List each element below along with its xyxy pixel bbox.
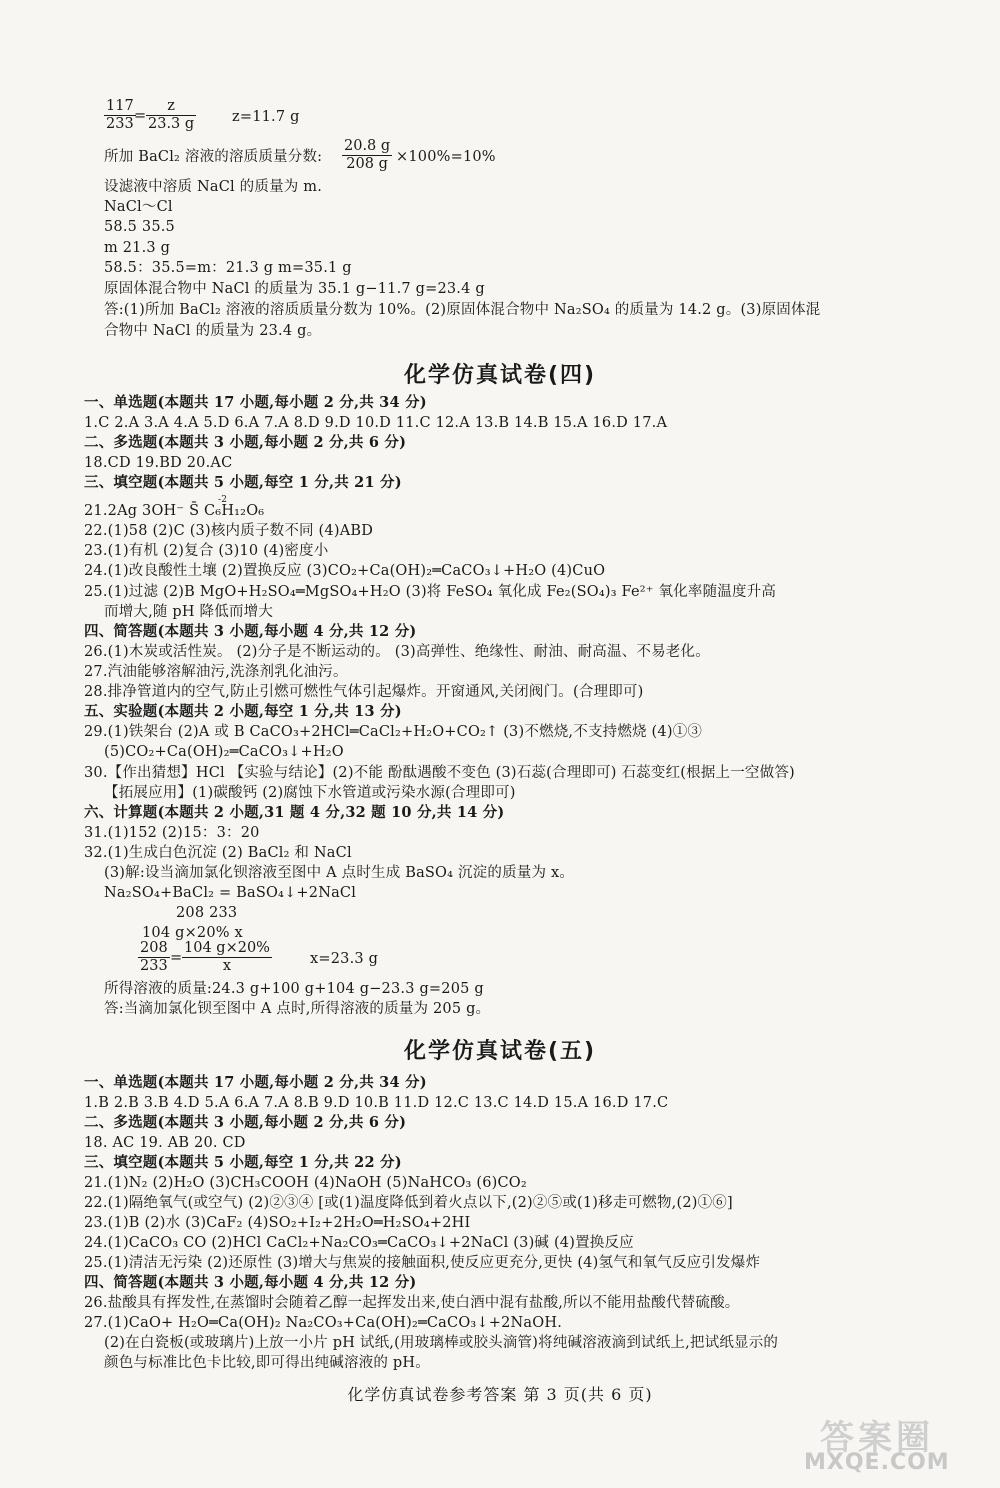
answer-line: 23.(1)有机 (2)复合 (3)10 (4)密度小 — [84, 543, 329, 559]
answer-line: 21.(1)N₂ (2)H₂O (3)CH₃COOH (4)NaOH (5)NaHCO₃ (6)CO₂ — [84, 1175, 527, 1191]
calc-line: 所加 BaCl₂ 溶液的溶质质量分数: — [104, 149, 323, 165]
answer-line: 26.(1)木炭或活性炭。 (2)分子是不断运动的。 (3)高弹性、绝缘性、耐油、耐高温、不易老化。 — [84, 644, 710, 660]
section-title-four: 化学仿真试卷(四) — [403, 363, 597, 388]
section-heading: 四、简答题(本题共 3 小题,每小题 4 分,共 12 分) — [84, 623, 417, 640]
answer-line: 24.(1)CaCO₃ CO (2)HCl CaCl₂+Na₂CO₃═CaCO₃↓+2NaCl (3)碱 (4)置换反应 — [84, 1235, 634, 1251]
section-title-five: 化学仿真试卷(五) — [403, 1039, 597, 1064]
answer-line: 31.(1)152 (2)15：3：20 — [84, 825, 260, 841]
answer-line: (3)解:设当滴加氯化钡溶液至图中 A 点时生成 BaSO₄ 沉淀的质量为 x。 — [104, 865, 575, 881]
watermark-logo — [790, 1410, 980, 1480]
equals-sign: = — [134, 108, 147, 124]
section-heading: 四、简答题(本题共 3 小题,每小题 4 分,共 12 分) — [84, 1274, 417, 1291]
answer-line: 26.盐酸具有挥发性,在蒸馏时会随着乙醇一起挥发出来,使白酒中混有盐酸,所以不能用盐酸代替硫酸。 — [84, 1295, 740, 1311]
answer-line: 30.【作出猜想】HCl 【实验与结论】(2)不能 酚酞遇酸不变色 (3)石蕊(合理即可) 石蕊变红(根据上一空做答) — [84, 765, 795, 781]
answer-line: 22.(1)隔绝氧气(或空气) (2)②③④ [或(1)温度降低到着火点以下,(2)②⑤或(1)移走可燃物,(2)①⑥] — [84, 1195, 733, 1211]
equation-line: 104 g×20% x — [142, 925, 243, 941]
answer-line: 23.(1)B (2)水 (3)CaF₂ (4)SO₂+I₂+2H₂O═H₂SO₄+2HI — [84, 1215, 471, 1231]
fraction-numerator: 208 — [140, 940, 168, 956]
calc-line: ×100%=10% — [396, 149, 496, 165]
fraction-numerator: z — [146, 98, 196, 116]
answer-line: 32.(1)生成白色沉淀 (2) BaCl₂ 和 NaCl — [84, 845, 352, 861]
calc-line: 原固体混合物中 NaCl 的质量为 35.1 g−11.7 g=23.4 g — [104, 281, 485, 297]
fraction-numerator: 104 g×20% — [184, 940, 270, 956]
section-heading: 六、计算题(本题共 2 小题,31 题 4 分,32 题 10 分,共 14 分) — [84, 804, 505, 821]
fraction-denominator: 233 — [140, 958, 168, 974]
answer-line: 29.(1)铁架台 (2)A 或 B CaCO₃+2HCl═CaCl₂+H₂O+CO₂↑ (3)不燃烧,不支持燃烧 (4)①③ — [84, 724, 703, 740]
answer-line: 18. AC 19. AB 20. CD — [84, 1135, 246, 1151]
answer-line: 22.(1)58 (2)C (3)核内质子数不同 (4)ABD — [84, 523, 374, 539]
fraction-117-233 — [104, 98, 136, 133]
calc-line: 58.5 35.5 — [104, 219, 175, 235]
answer-line: (2)在白瓷板(或玻璃片)上放一小片 pH 试纸,(用玻璃棒或胶头滴管)将纯碱溶液滴到试纸上,把试纸显示的 — [104, 1335, 779, 1351]
watermark-url: MXQE.COM — [804, 1450, 950, 1475]
answer-line: (5)CO₂+Ca(OH)₂═CaCO₃↓+H₂O — [104, 744, 344, 760]
calc-line: 设滤液中溶质 NaCl 的质量为 m. — [104, 179, 323, 195]
page-footer: 化学仿真试卷参考答案 第 3 页(共 6 页) — [347, 1385, 653, 1404]
answer-line: 【拓展应用】(1)碳酸钙 (2)腐蚀下水管道或污染水源(合理即可) — [104, 785, 516, 801]
valence-superscript: -2 — [218, 495, 228, 505]
fraction-denominator: 233 — [106, 116, 134, 132]
answer-line: 1.C 2.A 3.A 4.A 5.D 6.A 7.A 8.D 9.D 10.D 11.C 12.A 13.B 14.B 15.A 16.D 17.A — [84, 415, 668, 431]
fraction-mass — [342, 138, 392, 173]
answer-line: 合物中 NaCl 的质量为 23.4 g。 — [104, 323, 322, 339]
section-heading: 一、单选题(本题共 17 小题,每小题 2 分,共 34 分) — [84, 1074, 427, 1091]
calc-line: 58.5：35.5=m：21.3 g m=35.1 g — [104, 260, 352, 276]
section-heading: 一、单选题(本题共 17 小题,每小题 2 分,共 34 分) — [84, 394, 427, 411]
calc-line: NaCl～Cl — [104, 199, 173, 215]
section-heading: 三、填空题(本题共 5 小题,每空 1 分,共 21 分) — [84, 474, 402, 491]
answer-line: 18.CD 19.BD 20.AC — [84, 455, 233, 471]
calc-line: m 21.3 g — [104, 240, 171, 256]
equation-line: 208 233 — [176, 905, 238, 921]
section-heading: 三、填空题(本题共 5 小题,每空 1 分,共 22 分) — [84, 1154, 402, 1171]
watermark-mark: 答案圈 — [820, 1418, 934, 1458]
answer-line: 24.(1)改良酸性土壤 (2)置换反应 (3)CO₂+Ca(OH)₂═CaCO₃↓+H₂O (4)CuO — [84, 563, 606, 579]
section-heading: 五、实验题(本题共 2 小题,每空 1 分,共 13 分) — [84, 703, 402, 720]
fraction-numerator: 117 — [106, 98, 134, 114]
calc-line: x=23.3 g — [310, 951, 379, 967]
fraction-denominator: 208 g — [346, 156, 388, 172]
fraction-104g — [182, 940, 272, 975]
answer-line: 25.(1)过滤 (2)B MgO+H₂SO₄═MgSO₄+H₂O (3)将 FeSO₄ 氧化成 Fe₂(SO₄)₃ Fe²⁺ 氧化率随温度升高 — [84, 584, 777, 600]
calc-line: z=11.7 g — [232, 109, 300, 125]
answer-line: 27.(1)CaO+ H₂O═Ca(OH)₂ Na₂CO₃+Ca(OH)₂═CaCO₃↓+2NaOH. — [84, 1315, 563, 1331]
answer-line: 1.B 2.B 3.B 4.D 5.A 6.A 7.A 8.B 9.D 10.B 11.D 12.C 13.C 14.D 15.A 16.D 17.C — [84, 1095, 669, 1111]
fraction-208-233 — [138, 940, 170, 975]
section-heading: 二、多选题(本题共 3 小题,每小题 2 分,共 6 分) — [84, 1114, 407, 1131]
fraction-denominator: x — [222, 958, 232, 974]
answer-line: 答:当滴加氯化钡至图中 A 点时,所得溶液的质量为 205 g。 — [104, 1001, 491, 1017]
fraction-numerator: 20.8 g — [344, 138, 391, 154]
section-heading: 二、多选题(本题共 3 小题,每小题 2 分,共 6 分) — [84, 434, 407, 451]
answer-line: 21.2Ag 3OH⁻ S̄ C₆H₁₂O₆ — [84, 503, 265, 519]
answer-line: 25.(1)清洁无污染 (2)还原性 (3)增大与焦炭的接触面积,使反应更充分,更快 (4)氢气和氧气反应引发爆炸 — [84, 1255, 761, 1271]
equation-line: Na₂SO₄+BaCl₂ = BaSO₄↓+2NaCl — [104, 885, 357, 901]
answer-line: 28.排净管道内的空气,防止引燃可燃性气体引起爆炸。开窗通风,关闭阀门。(合理即可) — [84, 684, 644, 700]
fraction-z — [146, 98, 196, 133]
answer-line: 颜色与标准比色卡比较,即可得出纯碱溶液的 pH。 — [104, 1355, 430, 1371]
equals-sign: = — [170, 950, 183, 966]
answer-line: 答:(1)所加 BaCl₂ 溶液的溶质质量分数为 10%。(2)原固体混合物中 Na₂SO₄ 的质量为 14.2 g。(3)原固体混 — [104, 302, 821, 318]
answer-line: 而增大,随 pH 降低而增大 — [104, 604, 274, 620]
fraction-denominator: 23.3 g — [148, 116, 195, 132]
calc-line: 所得溶液的质量:24.3 g+100 g+104 g−23.3 g=205 g — [104, 981, 484, 997]
answer-line: 27.汽油能够溶解油污,洗涤剂乳化油污。 — [84, 664, 348, 680]
